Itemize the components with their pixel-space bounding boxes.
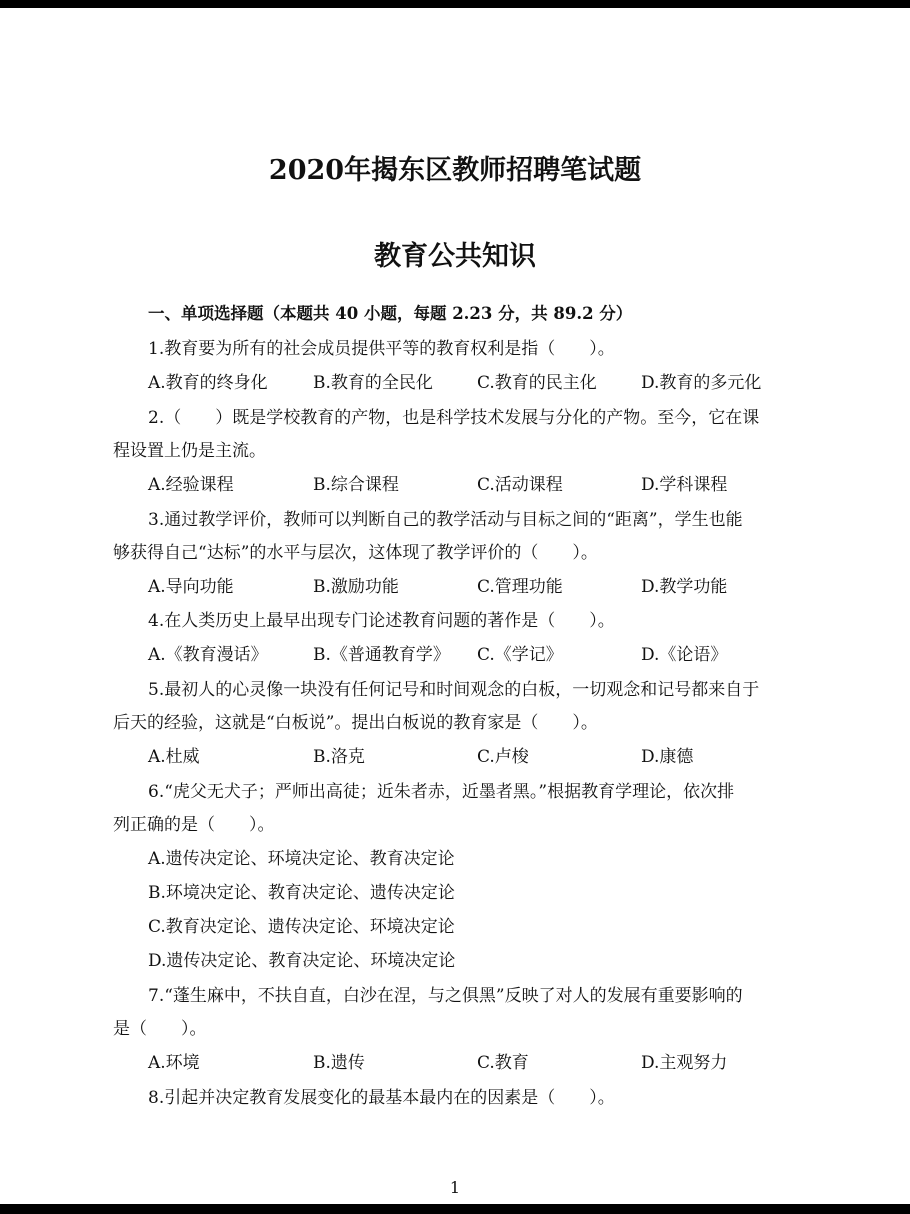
question-3-option-d: D.教学功能 <box>641 577 728 597</box>
question-1-line-1: 1.教育要为所有的社会成员提供平等的教育权利是指（ ）。 <box>148 339 615 359</box>
question-4-option-c: C.《学记》 <box>477 645 563 665</box>
question-1-option-d: D.教育的多元化 <box>641 373 762 393</box>
question-7-option-b: B.遗传 <box>313 1053 365 1073</box>
question-2-option-c: C.活动课程 <box>477 475 563 495</box>
question-6-option-c: C.教育决定论、遗传决定论、环境决定论 <box>148 917 455 937</box>
question-3-option-c: C.管理功能 <box>477 577 563 597</box>
question-6-line-2: 列正确的是（ ）。 <box>113 815 275 835</box>
question-1-option-b: B.教育的全民化 <box>313 373 433 393</box>
question-6-option-b: B.环境决定论、教育决定论、遗传决定论 <box>148 883 455 903</box>
question-5-line-2: 后天的经验，这就是“白板说”。提出白板说的教育家是（ ）。 <box>113 713 598 733</box>
section-heading: 一、单项选择题（本题共 40 小题，每题 2.23 分，共 89.2 分） <box>148 304 633 323</box>
question-2-line-2: 程设置上仍是主流。 <box>113 441 266 461</box>
question-7-option-d: D.主观努力 <box>641 1053 728 1073</box>
question-4-option-a: A.《教育漫话》 <box>148 645 268 665</box>
question-5-line-1: 5.最初人的心灵像一块没有任何记号和时间观念的白板，一切观念和记号都来自于 <box>148 680 760 700</box>
question-2-option-a: A.经验课程 <box>148 475 234 495</box>
question-8-line-1: 8.引起并决定教育发展变化的最基本最内在的因素是（ ）。 <box>148 1088 615 1108</box>
bottom-black-border <box>0 1204 910 1214</box>
question-4-line-1: 4.在人类历史上最早出现专门论述教育问题的著作是（ ）。 <box>148 611 615 631</box>
document-title: 2020年揭东区教师招聘笔试题 <box>268 155 642 186</box>
question-2-option-d: D.学科课程 <box>641 475 728 495</box>
question-5-option-b: B.洛克 <box>313 747 365 767</box>
question-6-option-a: A.遗传决定论、环境决定论、教育决定论 <box>148 849 455 869</box>
question-7-line-1: 7.“蓬生麻中，不扶自直，白沙在涅，与之俱黑”反映了对人的发展有重要影响的 <box>148 986 743 1006</box>
question-5-option-d: D.康德 <box>641 747 694 767</box>
question-4-option-d: D.《论语》 <box>641 645 728 665</box>
top-black-border <box>0 0 910 8</box>
question-1-option-a: A.教育的终身化 <box>148 373 268 393</box>
question-2-line-1: 2.（ ）既是学校教育的产物，也是科学技术发展与分化的产物。至今，它在课 <box>148 408 760 428</box>
question-6-option-d: D.遗传决定论、教育决定论、环境决定论 <box>148 951 456 971</box>
question-3-line-1: 3.通过教学评价，教师可以判断自己的教学活动与目标之间的“距离”，学生也能 <box>148 510 743 530</box>
question-7-option-c: C.教育 <box>477 1053 529 1073</box>
question-3-line-2: 够获得自己“达标”的水平与层次，这体现了教学评价的（ ）。 <box>113 543 598 563</box>
page-number: 1 <box>449 1178 461 1197</box>
question-2-option-b: B.综合课程 <box>313 475 399 495</box>
question-1-option-c: C.教育的民主化 <box>477 373 597 393</box>
question-7-option-a: A.环境 <box>148 1053 200 1073</box>
question-4-option-b: B.《普通教育学》 <box>313 645 450 665</box>
question-7-line-2: 是（ ）。 <box>113 1019 207 1039</box>
question-5-option-a: A.杜威 <box>148 747 200 767</box>
question-3-option-b: B.激励功能 <box>313 577 399 597</box>
question-6-line-1: 6.“虎父无犬子；严师出高徒；近朱者赤，近墨者黑。”根据教育学理论，依次排 <box>148 782 735 802</box>
question-5-option-c: C.卢梭 <box>477 747 529 767</box>
question-3-option-a: A.导向功能 <box>148 577 234 597</box>
subject-title: 教育公共知识 <box>374 241 536 272</box>
